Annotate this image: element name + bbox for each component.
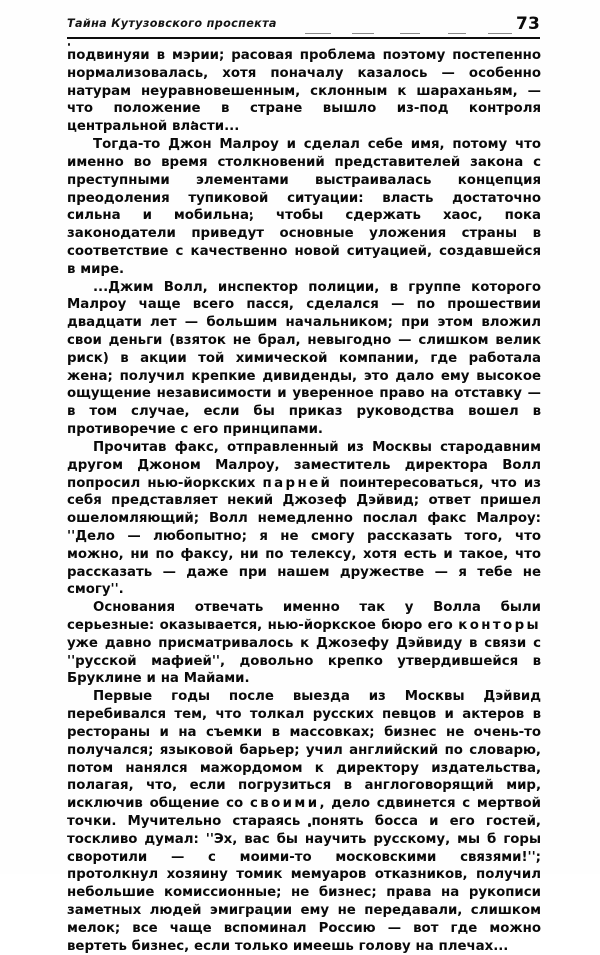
page-number: 73 (515, 14, 540, 34)
header-rule-divider (67, 37, 540, 39)
scan-artifact-speck (448, 33, 466, 34)
paragraph-6-text-before: Первые годы после выезда из Москвы Дэйвид перебивался тем, что толкал русских певцов и актеров в рестораны и на съемки в массовках; бизнес не очень-то получался; языковой барьер; учил английский по словарю, потом нанялся мажордомом к директору издательства, полагая, что, если погрузиться в англоговорящий мир, исключив общение со (67, 689, 541, 812)
paragraph-5-text-after: уже давно присматривалось к Джозефу Дэйвиду в связи с ''русской мафией'', довольно крепко утвердившейся в Бруклине и на Майами. (67, 635, 541, 687)
paragraph-5 (67, 599, 541, 688)
paragraph-2: Тогда-то Джон Малроу и сделал себе имя, потому что именно во время столкновений представителей закона с преступными элементами выстраивалась концепция преодоления тупиковой ситуации: власть достаточно сильна и мобильна, чтобы сдержать хаос, пока законодатели приведут основные уложения страны в соответствие с качественно новой ситуацией, создавшейся в мире. (67, 137, 541, 277)
paragraph-6-text-after: , дело сдвинется с мертвой точки. Мучительно стараясь понять босса и его гостей, тоскливо думал: ''Эх, вас бы научить русскому, мы б горы своротили — с моими-то московскими связями!''; протолкнул хозяину томик мемуаров отказников, получил небольшие комиссионные; не бизнес; права на рукописи заметных людей эмиграции ему не передавали, слишком мелок; все чаще вспоминал Россию — вот где можно вертеть бизнес, если только имеешь голову на плечах... (67, 796, 541, 954)
scan-artifact-speck (305, 33, 331, 34)
paragraph-3: ...Джим Волл, инспектор полиции, в группе которого Малроу чаще всего пасся, сделался — по прошествии двадцати лет — большим начальником; при этом вложил свои деньги (взяток не брал, невыгодно — слишком велик риск) в акции той химической компании, где работала жена; получил крепкие дивиденды, это дало ему высокое ощущение независимости и уверенное право на отставку — в том случае, если бы приказ руководства вошел в противоречие с его принципами. (67, 279, 541, 438)
paragraph-6-spaced-emphasis: своими (249, 796, 320, 812)
scan-artifact-speck (68, 43, 70, 46)
paragraph-5-spaced-emphasis: конторы (458, 618, 541, 633)
paragraph-4-spaced-emphasis: парней (262, 475, 333, 491)
scan-artifact-speck (352, 33, 374, 34)
page-body-text (67, 47, 541, 955)
running-head (67, 14, 540, 39)
scan-artifact-speck (400, 33, 420, 34)
paragraph-4 (67, 439, 541, 599)
paragraph-4-text-before: Прочитав факс, отправленный из Москвы стародавним другом Джоном Малроу, заместитель директора Волл попросил нью-йоркских (67, 439, 541, 491)
scan-artifact-speck (488, 33, 512, 34)
paragraph-5-text-before: Основания отвечать именно так у Волла были серьезные: оказывается, нью-йоркское бюро его (67, 600, 541, 633)
paragraph-1: подвинуяи в мэрии; расовая проблема поэтому постепенно нормализовалась, хотя поначалу казалось — особенно натурам неуравновешенным, склонным к шараханьям, — что положение в стране вышло из-под контроля центральной власти... (67, 48, 541, 135)
book-title-running-head: Тайна Кутузовского проспекта (67, 17, 277, 30)
paragraph-6 (67, 688, 541, 955)
paragraph-4-text-after: поинтересоваться, что из себя представляет некий Джозеф Дэйвид; ответ пришел ошеломляющий; Волл немедленно послал факс Малроу: ''Дело — любопытно; я не смогу рассказать того, что можно, ни по факсу, ни по телексу, хотя есть и такое, что рассказать — даже при нашем дружестве — я тебе не смогу''. (67, 475, 542, 598)
